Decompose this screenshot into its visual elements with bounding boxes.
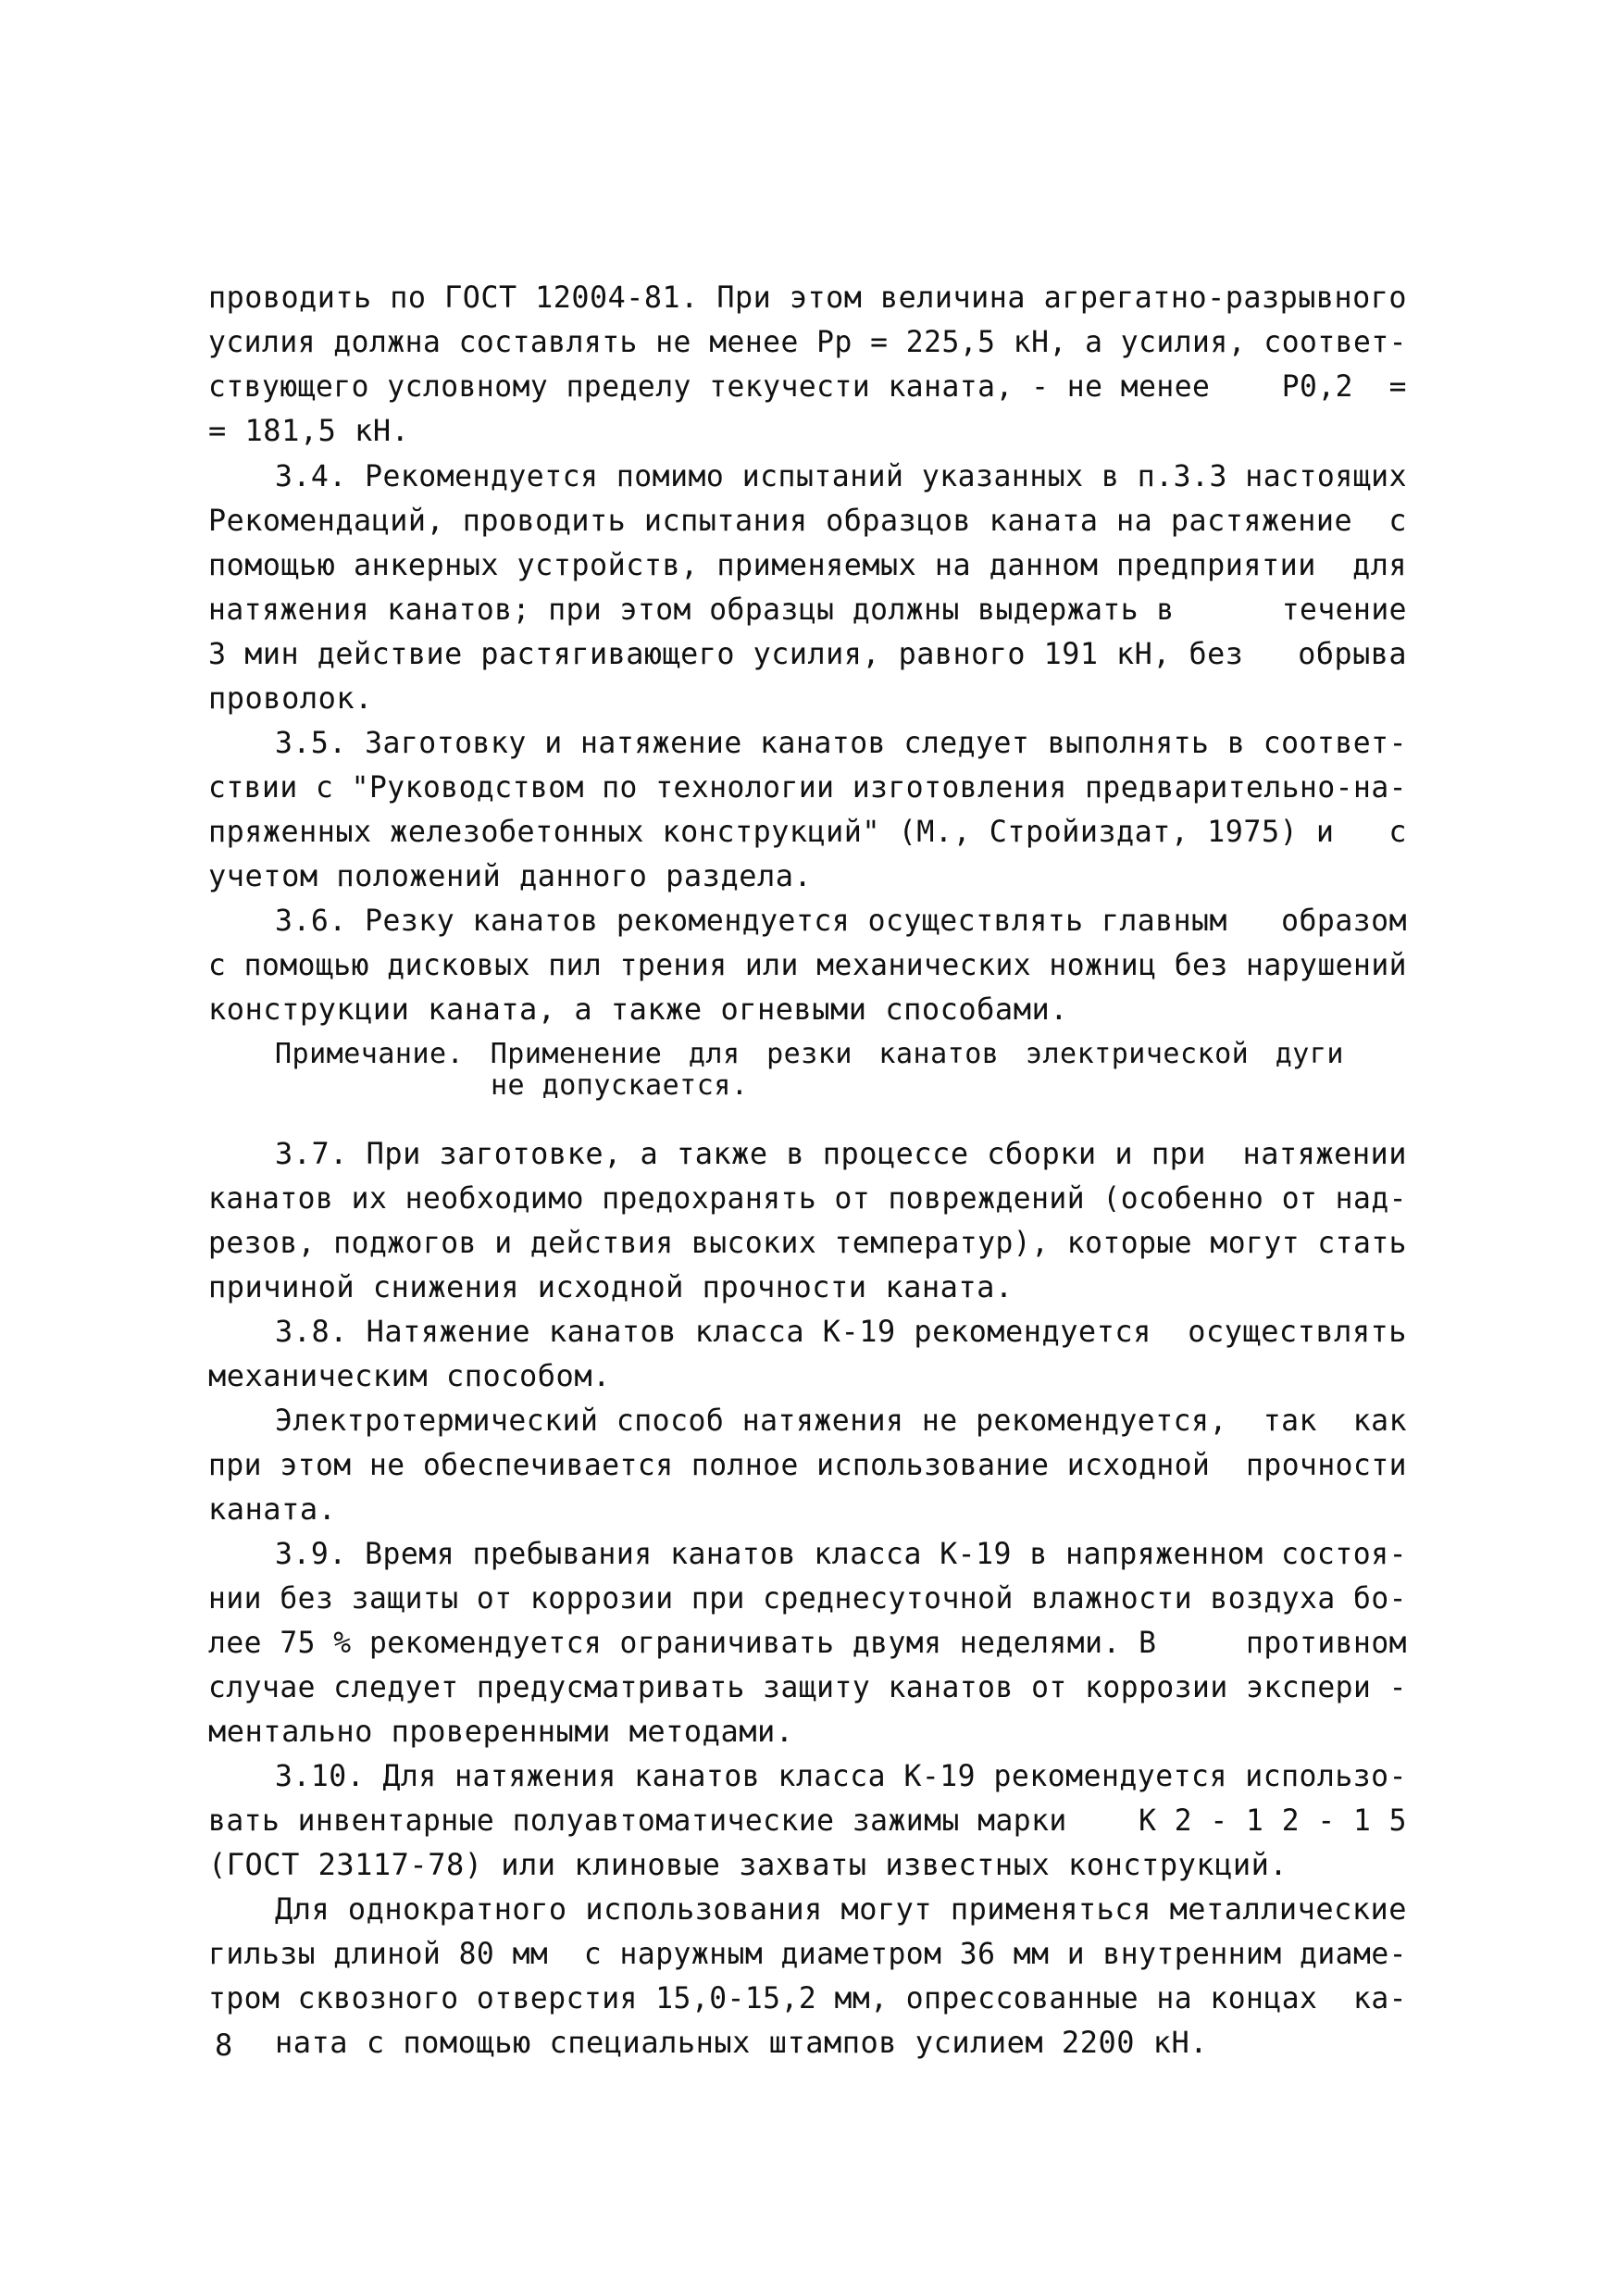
- text-line: ната с помощью специальных штампов усилием 2200 кН.: [275, 2025, 1209, 2060]
- text-line: Рекомендаций, проводить испытания образцов каната на растяжение с: [208, 503, 1407, 538]
- text-line: механическим способом.: [208, 1358, 611, 1393]
- text-line: с помощью дисковых пил трения или механических ножниц без нарушений: [208, 947, 1407, 982]
- text-line: усилия должна составлять не менее Pр = 225,5 кН, а усилия, соответ-: [208, 324, 1407, 359]
- note-line: Примечание. Применение для резки канатов электрической дуги: [275, 1038, 1344, 1070]
- text-line: 3.10. Для натяжения канатов класса К-19 рекомендуется использо-: [275, 1758, 1407, 1793]
- text-line: пряженных железобетонных конструкций" (М., Стройиздат, 1975) и с: [208, 814, 1407, 849]
- page-number: 8: [215, 2028, 233, 2063]
- text-line: Электротермический способ натяжения не рекомендуется, так как: [275, 1403, 1407, 1438]
- text-line: гильзы длиной 80 мм с наружным диаметром 36 мм и внутренним диаме-: [208, 1936, 1407, 1971]
- text-line: причиной снижения исходной прочности каната.: [208, 1269, 1014, 1304]
- text-line: резов, поджогов и действия высоких температур), которые могут стать: [208, 1225, 1407, 1260]
- note-line: не допускается.: [491, 1069, 749, 1102]
- text-line: случае следует предусматривать защиту канатов от коррозии экспери -: [208, 1669, 1407, 1704]
- text-line: при этом не обеспечивается полное использование исходной прочности: [208, 1447, 1407, 1482]
- text-line: 3.7. При заготовке, а также в процессе сборки и при натяжении: [275, 1136, 1407, 1171]
- text-line: 3 мин действие растягивающего усилия, равного 191 кН, без обрыва: [208, 636, 1407, 671]
- text-line: каната.: [208, 1491, 337, 1527]
- text-line: ствии с "Руководством по технологии изготовления предварительно-на-: [208, 769, 1407, 805]
- text-line: 3.4. Рекомендуется помимо испытаний указанных в п.3.3 настоящих: [275, 458, 1407, 493]
- text-line: проводить по ГОСТ 12004-81. При этом величина агрегатно-разрывного: [208, 280, 1407, 315]
- text-line: нии без защиты от коррозии при среднесуточной влажности воздуха бо-: [208, 1580, 1407, 1616]
- text-line: 3.9. Время пребывания канатов класса К-19 в напряженном состоя-: [275, 1536, 1407, 1571]
- text-line: помощью анкерных устройств, применяемых на данном предприятии для: [208, 547, 1407, 582]
- text-line: вать инвентарные полуавтоматические зажимы марки К 2 - 1 2 - 1 5: [208, 1803, 1407, 1838]
- text-line: Для однократного использования могут применяться металлические: [275, 1891, 1407, 1927]
- text-line: (ГОСТ 23117-78) или клиновые захваты известных конструкций.: [208, 1847, 1288, 1882]
- text-line: конструкции каната, а также огневыми способами.: [208, 992, 1068, 1027]
- text-line: тром сквозного отверстия 15,0-15,2 мм, опрессованные на концах ка-: [208, 1980, 1407, 2015]
- text-line: 3.5. Заготовку и натяжение канатов следует выполнять в соответ-: [275, 725, 1407, 760]
- text-line: 3.8. Натяжение канатов класса К-19 рекомендуется осуществлять: [275, 1314, 1407, 1349]
- text-line: учетом положений данного раздела.: [208, 858, 813, 893]
- text-line: канатов их необходимо предохранять от повреждений (особенно от над-: [208, 1180, 1407, 1216]
- text-line: ментально проверенными методами.: [208, 1714, 794, 1749]
- text-line: ствующего условному пределу текучести каната, - не менее P0,2 =: [208, 368, 1407, 404]
- text-line: проволок.: [208, 680, 373, 716]
- text-line: = 181,5 кН.: [208, 413, 410, 448]
- text-line: лее 75 % рекомендуется ограничивать двумя неделями. В противном: [208, 1625, 1407, 1660]
- text-line: 3.6. Резку канатов рекомендуется осуществлять главным образом: [275, 903, 1407, 938]
- text-line: натяжения канатов; при этом образцы должны выдержать в течение: [208, 592, 1407, 627]
